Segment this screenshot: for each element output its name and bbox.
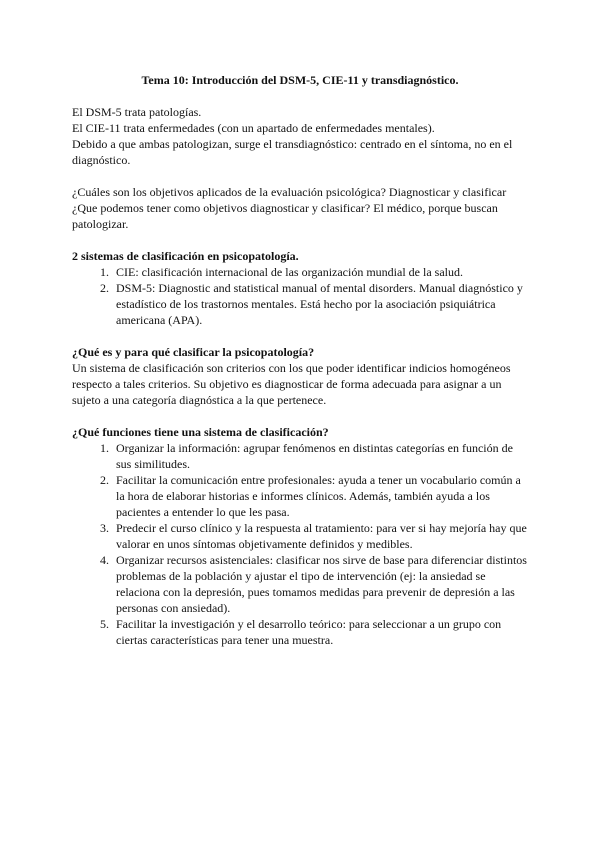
document-page: [72, 72, 528, 664]
list-item: 2. Facilitar la comunicación entre profesionales: ayuda a tener un vocabulario común a la hora de elaborar historias e informes clínicos. Además, también ayuda a los pacientes a entender lo que les pasa.: [112, 472, 528, 520]
systems-heading: 2 sistemas de clasificación en psicopatología.: [72, 249, 299, 263]
objectives-question-1: ¿Cuáles son los objetivos aplicados de la evaluación psicológica? Diagnosticar y clasificar: [72, 185, 507, 199]
objectives-section: [72, 184, 528, 232]
what-heading: ¿Qué es y para qué clasificar la psicopatología?: [72, 345, 315, 359]
list-item: 4. Organizar recursos asistenciales: clasificar nos sirve de base para diferenciar distintos problemas de la población y ajustar el tipo de intervención (ej: la ansiedad se relaciona con la depresión, pues tomamos medidas para prevenir de depresión a las personas con ansiedad).: [112, 552, 528, 616]
list-item: 3. Predecir el curso clínico y la respuesta al tratamiento: para ver si hay mejoría hay que valorar en unos síntomas objetivamente definidos y medibles.: [112, 520, 528, 552]
functions-section: [72, 424, 528, 648]
list-item: 1. CIE: clasificación internacional de las organización mundial de la salud.: [112, 264, 528, 280]
list-item: 2. DSM-5: Diagnostic and statistical manual of mental disorders. Manual diagnóstico y estadístico de los trastornos mentales. Está hecho por la asociación psiquiátrica americana (APA).: [112, 280, 528, 328]
objectives-question-2: ¿Que podemos tener como objetivos diagnosticar y clasificar? El médico, porque buscan patologizar.: [72, 201, 498, 231]
intro-line-transdiagnostic: Debido a que ambas patologizan, surge el transdiagnóstico: centrado en el síntoma, no en el diagnóstico.: [72, 137, 513, 167]
systems-list: [72, 264, 528, 328]
functions-list: [72, 440, 528, 648]
intro-line-cie: El CIE-11 trata enfermedades (con un apartado de enfermedades mentales).: [72, 121, 435, 135]
list-item: 5. Facilitar la investigación y el desarrollo teórico: para seleccionar a un grupo con ciertas características para tener una muestra.: [112, 616, 528, 648]
what-section: [72, 344, 528, 408]
systems-section: [72, 248, 528, 328]
intro-section: [72, 104, 528, 168]
document-title: Tema 10: Introducción del DSM-5, CIE-11 y transdiagnóstico.: [141, 73, 459, 87]
list-item: 1. Organizar la información: agrupar fenómenos en distintas categorías en función de sus similitudes.: [112, 440, 528, 472]
what-paragraph: Un sistema de clasificación son criterios con los que poder identificar indicios homogéneos respecto a tales criterios. Su objetivo es diagnosticar de forma adecuada para asignar a un sujeto a una categoría diagnóstica a la que pertenece.: [72, 361, 511, 407]
functions-heading: ¿Qué funciones tiene una sistema de clasificación?: [72, 425, 329, 439]
intro-line-dsm: El DSM-5 trata patologías.: [72, 105, 202, 119]
